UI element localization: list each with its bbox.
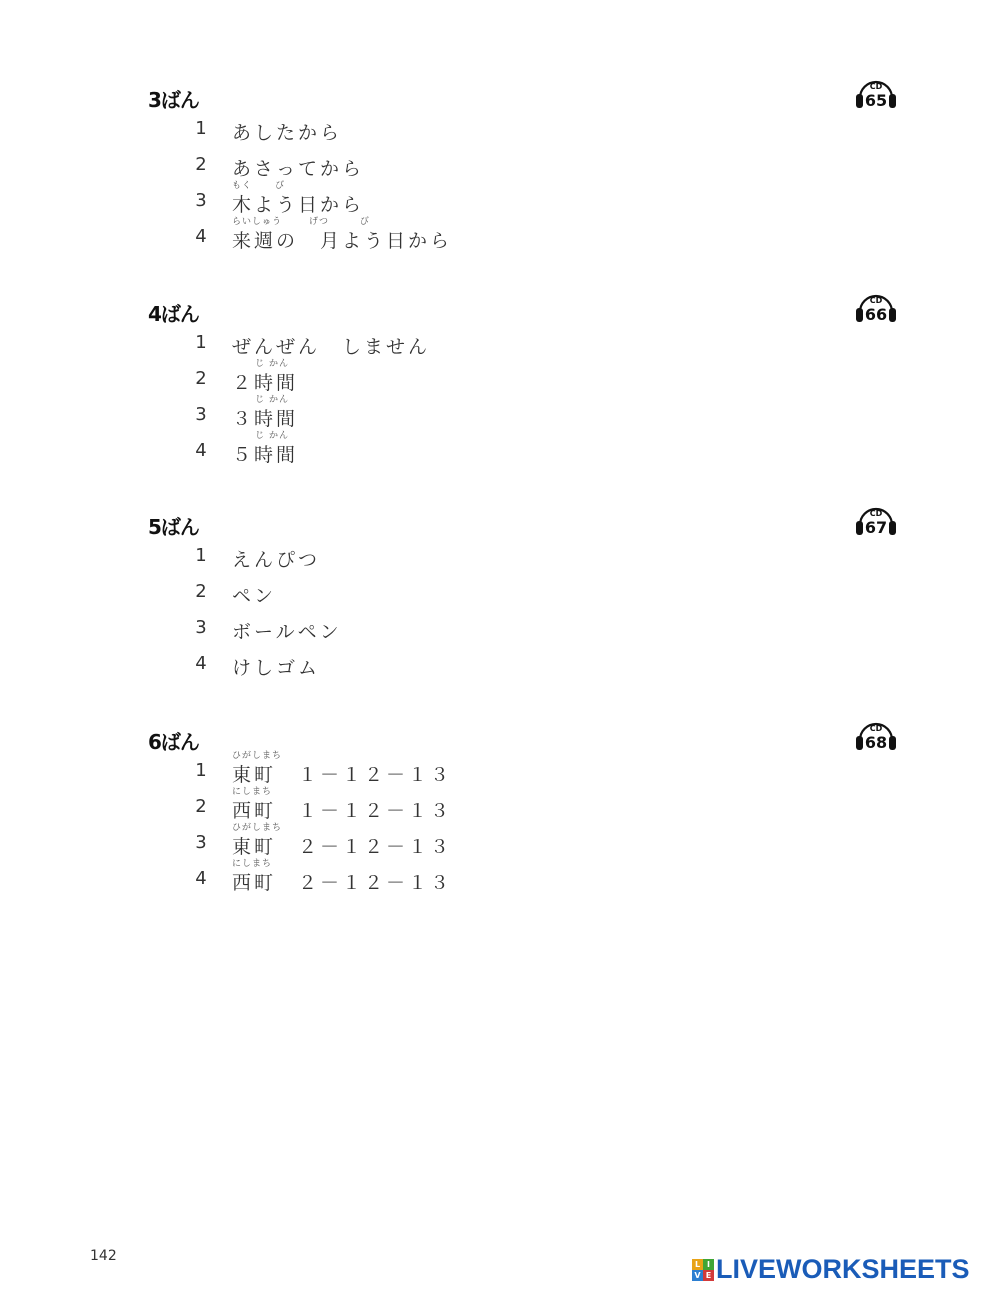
cd-number: 67 [864,518,888,537]
option-row[interactable] [0,822,700,858]
question-title: 5ばん [148,515,199,539]
option-ruby: らいしゅう げつ び [232,217,370,227]
liveworksheets-mark-icon: L I V E [692,1259,714,1281]
cd-track-icon[interactable] [852,499,900,539]
cd-track-icon[interactable] [852,286,900,326]
option-text: 来週の 月よう日から [232,230,453,252]
option-text: 東町 １－１２－１３ [232,764,453,786]
option-row[interactable] [0,643,700,679]
option-number: 1 [195,332,207,353]
question-title: 6ばん [148,730,199,754]
cd-number: 65 [864,91,888,110]
option-text: あさってから [232,158,365,180]
option-number: 3 [195,190,207,211]
option-ruby: ひがしまち [232,823,283,833]
option-ruby: じ かん [232,395,290,405]
option-text: ぜんぜん しません [232,336,431,358]
option-number: 2 [195,581,207,602]
option-text: 東町 ２－１２－１３ [232,836,453,858]
option-ruby: にしまち [232,859,273,869]
option-text: ３時間 [232,408,299,430]
option-number: 4 [195,226,207,247]
option-text: けしゴム [232,657,321,679]
option-number: 1 [195,760,207,781]
cd-track-icon[interactable] [852,714,900,754]
option-ruby: にしまち [232,787,273,797]
option-text: 木よう日から [232,194,365,216]
cd-track-icon[interactable] [852,72,900,112]
option-row[interactable] [0,607,700,643]
option-row[interactable] [0,180,700,216]
option-row[interactable] [0,571,700,607]
cd-number: 68 [864,733,888,752]
option-row[interactable] [0,322,700,358]
cd-number: 66 [864,305,888,324]
cd-label: CD [869,509,883,518]
question-title: 3ばん [148,88,199,112]
option-number: 4 [195,440,207,461]
option-number: 2 [195,154,207,175]
option-text: えんぴつ [232,549,321,571]
option-row[interactable] [0,750,700,786]
brand-text: LIVEWORKSHEETS [716,1254,970,1284]
option-number: 1 [195,545,207,566]
option-ruby: ひがしまち [232,751,283,761]
option-text: ボールペン [232,621,342,643]
option-ruby: じ かん [232,359,290,369]
option-row[interactable] [0,144,700,180]
option-row[interactable] [0,430,700,466]
cd-label: CD [869,296,883,305]
option-text: あしたから [232,122,343,144]
question-title: 4ばん [148,302,199,326]
option-number: 2 [195,368,207,389]
option-text: 西町 １－１２－１３ [232,800,453,822]
liveworksheets-logo[interactable] [692,1254,970,1285]
option-row[interactable] [0,858,700,894]
cd-label: CD [869,82,883,91]
option-row[interactable] [0,358,700,394]
option-number: 1 [195,118,207,139]
option-number: 3 [195,404,207,425]
option-number: 3 [195,617,207,638]
option-text: 西町 ２－１２－１３ [232,872,453,894]
option-number: 3 [195,832,207,853]
option-row[interactable] [0,786,700,822]
option-number: 4 [195,653,207,674]
option-row[interactable] [0,394,700,430]
option-ruby: もく び [232,181,286,191]
option-row[interactable] [0,216,700,252]
option-ruby: じ かん [232,431,290,441]
option-number: 2 [195,796,207,817]
option-text: ２時間 [232,372,299,394]
page-number: 142 [90,1248,117,1264]
option-row[interactable] [0,108,700,144]
option-row[interactable] [0,535,700,571]
option-text: ペン [232,585,277,607]
option-text: ５時間 [232,444,299,466]
option-number: 4 [195,868,207,889]
cd-label: CD [869,724,883,733]
